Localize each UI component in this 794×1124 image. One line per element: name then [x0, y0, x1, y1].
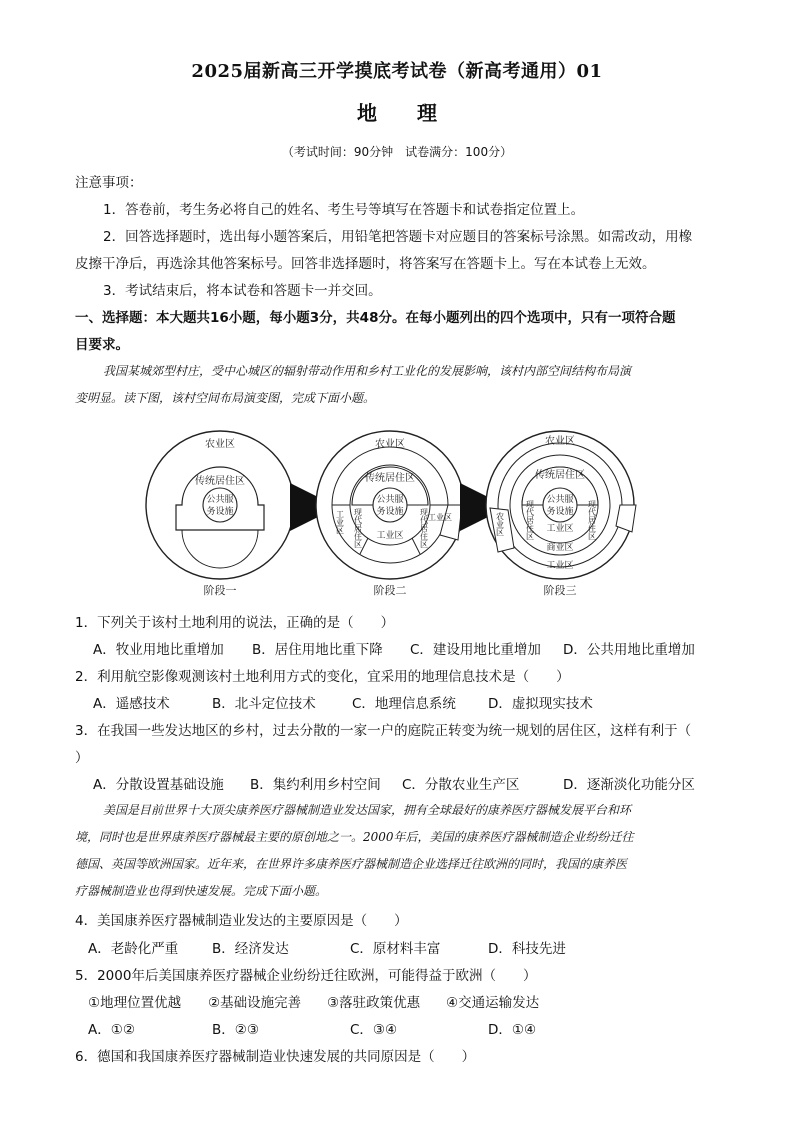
stage1-residence-label: 传统居住区	[195, 476, 245, 487]
q4-option-b[interactable]: B．经济发达	[212, 941, 289, 957]
passage1-line2: 变明显。读下图，该村空间布局演变图，完成下面小题。	[75, 391, 376, 405]
stage2-diagram	[316, 431, 464, 597]
stage3-farm-label: 农业区	[545, 436, 575, 447]
stage2-caption: 阶段二	[373, 584, 407, 597]
stage2-public-label-2: 务设施	[376, 507, 404, 517]
q3-option-a[interactable]: A．分散设置基础设施	[93, 777, 224, 793]
stage3-farm-left-label: 农业区	[495, 512, 505, 536]
stage3-diagram	[486, 431, 636, 597]
stage1-public-label-2: 务设施	[206, 507, 234, 517]
section-heading-line2: 目要求。	[75, 337, 129, 353]
q5-option-c[interactable]: C．③④	[350, 1022, 398, 1038]
q1-option-c[interactable]: C．建设用地比重增加	[410, 642, 541, 658]
question-6-stem: 6．德国和我国康养医疗器械制造业快速发展的共同原因是（ ）	[75, 1049, 476, 1065]
q5-statement-1: ①地理位置优越	[88, 995, 182, 1011]
question-1-stem: 1．下列关于该村土地利用的说法，正确的是（ ）	[75, 615, 395, 631]
stage2-industry-right-label: 工业区	[428, 513, 452, 522]
stage2-public-label-1: 公共服	[376, 495, 404, 505]
stage3-caption: 阶段三	[543, 584, 577, 597]
notice-item-1: 1．答卷前，考生务必将自己的姓名、考生号等填写在答题卡和试卷指定位置上。	[103, 202, 585, 218]
q1-option-d[interactable]: D．公共用地比重增加	[563, 642, 695, 658]
stage2-industry-left-label: 工业区	[335, 510, 345, 534]
stage3-modern-right-label: 现代居住区	[587, 500, 597, 540]
exam-info: （考试时间：90分钟 试卷满分：100分）	[281, 145, 513, 159]
stage2-residence-label: 传统居住区	[365, 473, 415, 484]
q2-option-b[interactable]: B．北斗定位技术	[212, 696, 316, 712]
stage3-industry-center-label: 工业区	[546, 524, 574, 534]
passage2-line3: 德国、英国等欧洲国家。近年来，在世界许多康养医疗器械制造企业选择迁往欧洲的同时，我国的康养医	[75, 857, 628, 871]
question-5-stem: 5．2000年后美国康养医疗器械企业纷纷迁往欧洲，可能得益于欧洲（ ）	[75, 968, 537, 984]
q2-option-d[interactable]: D．虚拟现实技术	[488, 696, 593, 712]
stage3-commerce-label: 商业区	[546, 543, 574, 553]
question-3-stem-line2: ）	[75, 750, 89, 766]
stage3-residence-label: 传统居住区	[535, 470, 585, 481]
passage2-line4: 疗器械制造业也得到快速发展。完成下面小题。	[75, 884, 328, 898]
q5-statement-4: ④交通运输发达	[446, 995, 540, 1011]
passage2-line1: 美国是目前世界十大顶尖康养医疗器械制造业发达国家，拥有全球最好的康养医疗器械发展平台和环	[103, 803, 632, 817]
stage2-industry-center-label: 工业区	[376, 531, 404, 541]
stage2-modern-right-label: 现代居住区	[419, 508, 429, 548]
stage3-public-label-2: 务设施	[546, 507, 574, 517]
question-4-stem: 4．美国康养医疗器械制造业发达的主要原因是（ ）	[75, 913, 408, 929]
question-3-stem-line1: 3．在我国一些发达地区的乡村，过去分散的一家一户的庭院正转变为统一规划的居住区，这样有利于（	[75, 723, 692, 739]
stage1-farm-label: 农业区	[205, 439, 235, 450]
q4-option-d[interactable]: D．科技先进	[488, 941, 566, 957]
exam-title: 2025届新高三开学摸底考试卷（新高考通用）01	[191, 61, 603, 82]
notice-item-3: 3．考试结束后，将本试卷和答题卡一并交回。	[103, 283, 382, 299]
passage2-line2: 境，同时也是世界康养医疗器械最主要的原创地之一。2000年后，美国的康养医疗器械制造企业纷纷迁往	[75, 830, 634, 844]
q4-option-c[interactable]: C．原材料丰富	[350, 941, 441, 957]
q3-option-b[interactable]: B．集约利用乡村空间	[250, 777, 381, 793]
section-heading-line1: 一、选择题：本大题共16小题，每小题3分，共48分。在每小题列出的四个选项中，只有一项符合题	[75, 310, 676, 326]
q2-option-c[interactable]: C．地理信息系统	[352, 696, 456, 712]
q1-option-b[interactable]: B．居住用地比重下降	[252, 642, 383, 658]
q5-statement-2: ②基础设施完善	[208, 995, 302, 1011]
q4-option-a[interactable]: A．老龄化严重	[88, 941, 179, 957]
q5-option-b[interactable]: B．②③	[212, 1022, 259, 1038]
q5-option-a[interactable]: A．①②	[88, 1022, 135, 1038]
subject-title: 地理	[357, 101, 477, 125]
stage3-modern-left-label: 现代居住区	[525, 500, 535, 540]
q3-option-d[interactable]: D．逐渐淡化功能分区	[563, 777, 695, 793]
q5-option-d[interactable]: D．①④	[488, 1022, 537, 1038]
stage1-public-label-1: 公共服	[206, 495, 234, 505]
q3-option-c[interactable]: C．分散农业生产区	[402, 777, 520, 793]
q1-option-a[interactable]: A．牧业用地比重增加	[93, 642, 224, 658]
stage3-public-label-1: 公共服	[546, 495, 574, 505]
passage1-line1: 我国某城郊型村庄，受中心城区的辐射带动作用和乡村工业化的发展影响，该村内部空间结构布局演	[103, 364, 632, 378]
notice-item-2b: 皮擦干净后，再选涂其他答案标号。回答非选择题时，将答案写在答题卡上。写在本试卷上无效。	[75, 256, 656, 272]
notice-heading: 注意事项：	[75, 175, 143, 191]
q2-option-a[interactable]: A．遥感技术	[93, 696, 170, 712]
notice-item-2a: 2．回答选择题时，选出每小题答案后，用铅笔把答题卡对应题目的答案标号涂黑。如需改动，用橡	[103, 229, 693, 245]
stage3-industry-bottom-label: 工业区	[546, 561, 574, 571]
village-evolution-figure	[140, 420, 660, 600]
stage1-diagram	[146, 431, 294, 597]
stage2-farm-label: 农业区	[375, 439, 405, 450]
q5-statement-3: ③落驻政策优惠	[327, 995, 421, 1011]
question-2-stem: 2．利用航空影像观测该村土地利用方式的变化，宜采用的地理信息技术是（ ）	[75, 669, 570, 685]
stage2-modern-left-label: 现代居住区	[353, 508, 363, 548]
stage1-caption: 阶段一	[203, 584, 237, 597]
